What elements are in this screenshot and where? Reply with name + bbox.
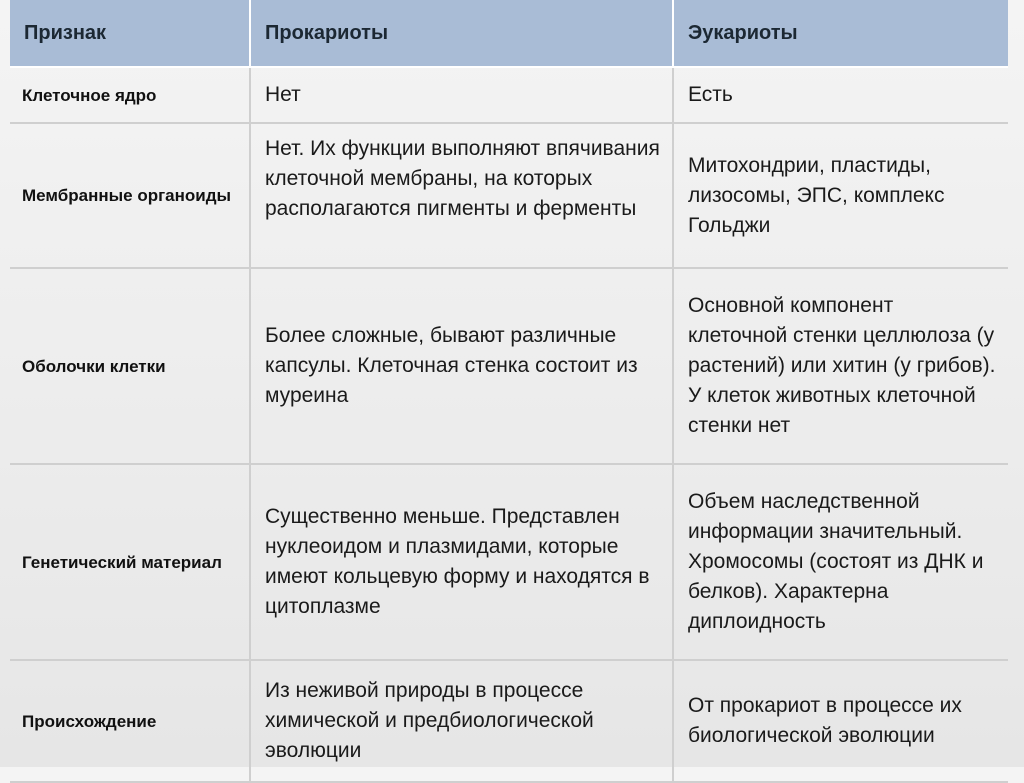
prokaryotes-cell: Нет (250, 67, 673, 123)
table-row (10, 123, 1008, 268)
eukaryotes-cell: Митохондрии, пластиды, лизосомы, ЭПС, комплекс Гольджи (673, 123, 1008, 268)
header-row (10, 0, 1008, 67)
eukaryotes-cell: Объем наследственной информации значительный. Хромосомы (состоят из ДНК и белков). Характерна диплоидность (673, 464, 1008, 660)
header-eukaryotes: Эукариоты (673, 0, 1008, 67)
comparison-table (10, 0, 1008, 783)
table-row (10, 268, 1008, 464)
header-prokaryotes: Прокариоты (250, 0, 673, 67)
table-row (10, 67, 1008, 123)
prokaryotes-cell: Более сложные, бывают различные капсулы. Клеточная стенка состоит из муреина (250, 268, 673, 464)
feature-cell: Клеточное ядро (10, 67, 250, 123)
feature-cell: Генетический материал (10, 464, 250, 660)
eukaryotes-cell: Основной компонент клеточной стенки целлюлоза (у растений) или хитин (у грибов). У клеток животных клеточной стенки нет (673, 268, 1008, 464)
prokaryotes-cell: Из неживой природы в процессе химической и предбиологической эволюции (250, 660, 673, 782)
feature-cell: Оболочки клетки (10, 268, 250, 464)
feature-cell: Мембранные органоиды (10, 123, 250, 268)
eukaryotes-cell: От прокариот в процессе их биологической эволюции (673, 660, 1008, 782)
table-row (10, 660, 1008, 782)
prokaryotes-cell: Существенно меньше. Представлен нуклеоидом и плазмидами, которые имеют кольцевую форму и находятся в цитоплазме (250, 464, 673, 660)
table-row (10, 464, 1008, 660)
prokaryotes-cell: Нет. Их функции выполняют впячивания клеточной мембраны, на которых располагаются пигменты и ферменты (250, 123, 673, 268)
header-feature: Признак (10, 0, 250, 67)
feature-cell: Происхождение (10, 660, 250, 782)
eukaryotes-cell: Есть (673, 67, 1008, 123)
